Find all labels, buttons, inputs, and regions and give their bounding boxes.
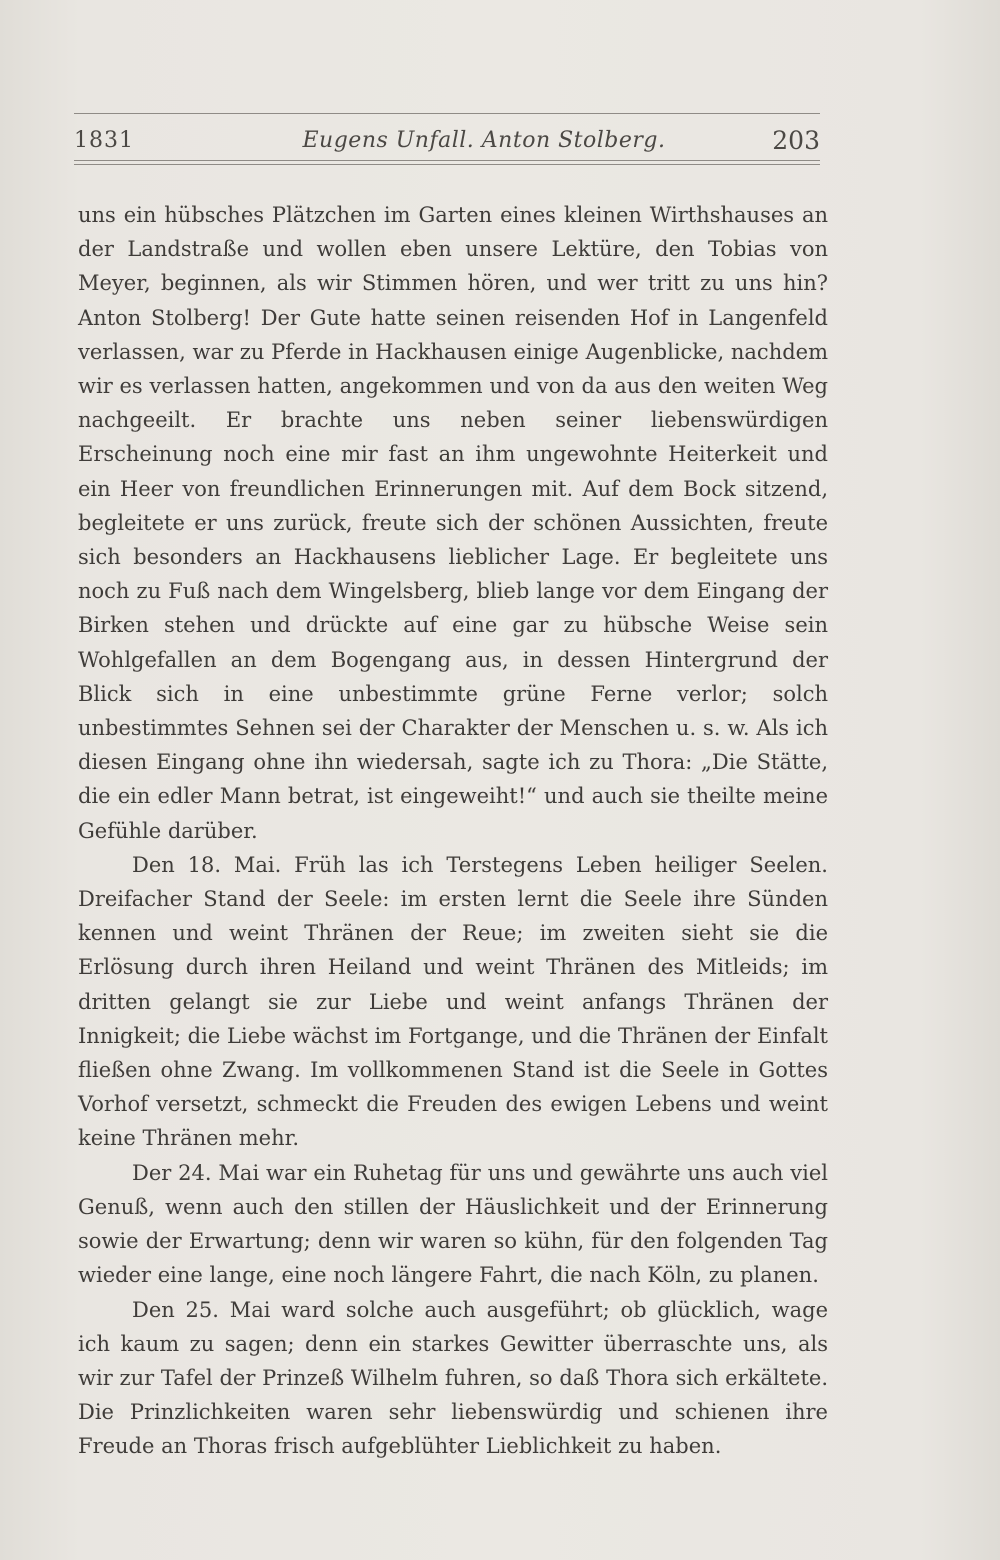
running-header	[74, 126, 820, 156]
header-rule-upper	[74, 160, 820, 161]
paragraph: Der 24. Mai war ein Ruhetag für uns und gewährte uns auch viel Genuß, wenn auch den stillen der Häuslichkeit und der Erinnerung sowie der Erwartung; denn wir waren so kühn, für den folgenden Tag wieder eine lange, eine noch längere Fahrt, die nach Köln, zu planen.	[78, 1160, 828, 1288]
body-text	[78, 198, 828, 1464]
header-rule-lower	[74, 164, 820, 165]
paragraph: Den 25. Mai ward solche auch ausgeführt; ob glücklich, wage ich kaum zu sagen; denn ein starkes Gewitter überraschte uns, als wir zur Tafel der Prinzeß Wilhelm fuhren, so daß Thora sich erkältete. Die Prinzlichkeiten waren sehr liebenswürdig und schienen ihre Freude an Thoras frisch aufgeblühter Lieblichkeit zu haben.	[78, 1297, 828, 1459]
header-year: 1831	[74, 128, 134, 153]
running-title: Eugens Unfall. Anton Stolberg.	[302, 128, 666, 153]
paragraph: uns ein hübsches Plätzchen im Garten eines kleinen Wirthshauses an der Landstraße und wollen eben unsere Lektüre, den Tobias von Meyer, beginnen, als wir Stimmen hören, und wer tritt zu uns hin? Anton Stolberg! Der Gute hatte seinen reisenden Hof in Langenfeld verlassen, war zu Pferde in Hackhausen einige Augenblicke, nachdem wir es verlassen hatten, angekommen und von da aus den weiten Weg nachgeeilt. Er brachte uns neben seiner liebenswürdigen Erscheinung noch eine mir fast an ihm ungewohnte Heiterkeit und ein Heer von freundlichen Erinnerungen mit. Auf dem Bock sitzend, begleitete er uns zurück, freute sich der schönen Aussichten, freute sich besonders an Hackhausens lieblicher Lage. Er begleitete uns noch zu Fuß nach dem Wingelsberg, blieb lange vor dem Eingang der Birken stehen und drückte auf eine gar zu hübsche Weise sein Wohlgefallen an dem Bogengang aus, in dessen Hintergrund der Blick sich in eine unbestimmte grüne Ferne verlor; solch unbestimmtes Sehnen sei der Charakter der Menschen u. s. w. Als ich diesen Eingang ohne ihn wiedersah, sagte ich zu Thora: „Die Stätte, die ein edler Mann betrat, ist eingeweiht!“ und auch sie theilte meine Gefühle darüber.	[78, 203, 828, 843]
page-number: 203	[772, 126, 820, 155]
paragraph: Den 18. Mai. Früh las ich Terstegens Leben heiliger Seelen. Dreifacher Stand der Seele: im ersten lernt die Seele ihre Sünden kennen und weint Thränen der Reue; im zweiten sieht sie die Erlösung durch ihren Heiland und weint Thränen des Mitleids; im dritten gelangt sie zur Liebe und weint anfangs Thränen der Innigkeit; die Liebe wächst im Fortgange, und die Thränen der Einfalt fließen ohne Zwang. Im vollkommenen Stand ist die Seele in Gottes Vorhof versetzt, schmeckt die Freuden des ewigen Lebens und weint keine Thränen mehr.	[78, 852, 828, 1151]
header-top-rule	[74, 113, 820, 114]
